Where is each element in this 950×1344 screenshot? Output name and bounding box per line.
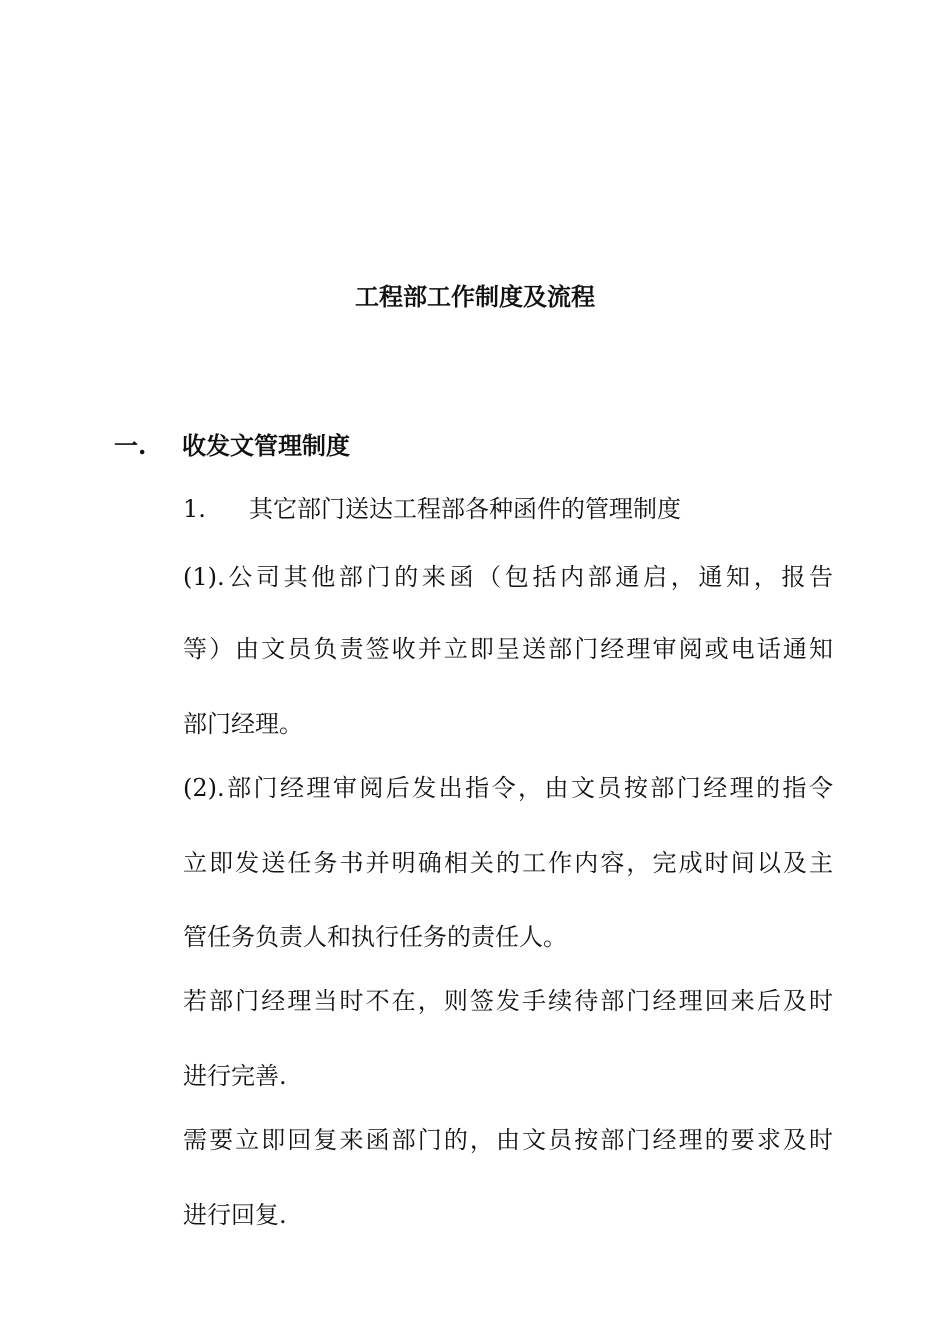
paragraph-line <box>183 848 833 878</box>
paragraph-line-text: 进行回复. <box>183 1201 287 1229</box>
paragraph-line-text: (1).公司其他部门的来函（包括内部通启，通知，报告 <box>183 563 833 591</box>
paragraph-line-text: 立即发送任务书并明确相关的工作内容，完成时间以及主 <box>183 849 833 877</box>
paragraph-line <box>183 634 833 664</box>
paragraph-line <box>183 1125 833 1155</box>
paragraph-line-text: 部门经理。 <box>183 710 303 738</box>
subsection-number: 1. <box>183 495 206 523</box>
paragraph-line <box>183 709 833 739</box>
section-heading <box>114 431 350 461</box>
paragraph-line-text: 进行完善. <box>183 1062 287 1090</box>
paragraph-line-text: (2).部门经理审阅后发出指令，由文员按部门经理的指令 <box>183 774 833 802</box>
paragraph-line <box>183 1061 833 1091</box>
paragraph-line <box>183 1200 833 1230</box>
paragraph-line <box>183 922 833 952</box>
paragraph-line-text: 等）由文员负责签收并立即呈送部门经理审阅或电话通知 <box>183 635 833 663</box>
section-number: 一. <box>114 431 147 460</box>
subsection-heading <box>183 494 681 524</box>
section-title: 收发文管理制度 <box>182 431 350 460</box>
paragraph-line-text: 管任务负责人和执行任务的责任人。 <box>183 923 567 951</box>
paragraph-line-text: 若部门经理当时不在，则签发手续待部门经理回来后及时 <box>183 987 833 1015</box>
paragraph-line <box>183 562 833 592</box>
page-title: 工程部工作制度及流程 <box>355 282 595 311</box>
paragraph-line <box>183 986 833 1016</box>
paragraph-line <box>183 773 833 803</box>
paragraph-line-text: 需要立即回复来函部门的，由文员按部门经理的要求及时 <box>183 1126 833 1154</box>
subsection-title: 其它部门送达工程部各种函件的管理制度 <box>249 495 681 523</box>
